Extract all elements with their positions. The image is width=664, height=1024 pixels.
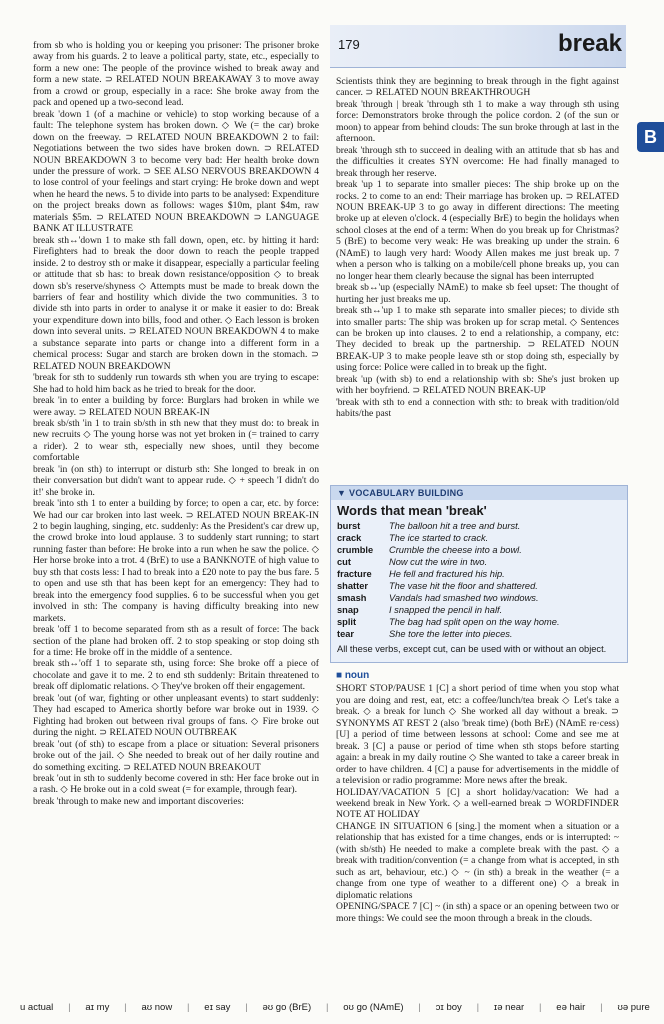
pron-key: ʊə pure [617,1002,650,1013]
noun-section [336,670,619,924]
entry-break-sth-off: break sth↔'off 1 to separate sth, using force: She broke off a piece of chocolate and gave it to me. 2 to end sth suddenly: Britain threatened to break off diplomatic relations. ◇ They've broken off their engagement. [33,658,319,693]
entry-break-up-with: break 'up (with sb) to end a relationship with sb: She's just broken up with her boyfriend. ⊃ RELATED NOUN BREAK-UP [336,373,619,397]
page-number: 179 [338,37,360,52]
entry-break-through: break 'through to make new and important discoveries: [33,795,244,807]
right-column [336,76,619,480]
vocab-box-note: All these verbs, except cut, can be used with or without an object. [337,644,607,654]
guide-word: break [557,30,622,57]
left-column [33,40,319,976]
pron-key: u actual [20,1002,54,1013]
pron-key: ɪə near [493,1002,525,1013]
vocab-box-title: Words that mean 'break' [337,503,487,518]
vocab-row: crumble Crumble the cheese into a bowl. [337,545,522,555]
entry-break-with: 'break with sth to end a connection with sth: to break with tradition/old habits/the past [336,396,619,420]
thumb-index-tab[interactable]: B [637,122,664,152]
entry-paragraph: from sb who is holding you or keeping you prisoner: The prisoner broke away from his guards. 2 to leave a political party, state, etc., especially to form a new one: The people of the province wished to break away and form a new state. ⊃ RELATED NOUN BREAKAWAY 3 to move away from a crowd or group, especially in a race: She broke away from the pack and opened up a two-second lead. [33,40,319,109]
entry-break-sb-in: break sb/sth 'in 1 to train sb/sth in sth new that they must do: to break in new recruits ◇ The young horse was not yet broken in (= trained to carry a rider). 2 to wear sth, especially new shoes, until they become comfortable [33,417,319,464]
pron-key: ɔɪ boy [435,1002,462,1013]
vocab-row: fracture He fell and fractured his hip. [337,569,505,579]
pron-key: aɪ my [85,1002,110,1013]
pron-key: aʊ now [141,1002,173,1013]
entry-break-out-of: break 'out (of sth) to escape from a place or situation: Several prisoners broke out of the jail. ◇ She needed to break out of her daily routine and do something exciting. ⊃ RELATED NOUN BREAKOUT [33,738,319,773]
entry-continuation: Scientists think they are beginning to break through in the fight against cancer. ⊃ RELATED NOUN BREAKTHROUGH [336,76,619,99]
entry-break-out-in: break 'out in sth to suddenly become covered in sth: Her face broke out in a rash. ◇ He broke out in a cold sweat (= for example, through fear). [33,773,319,796]
pron-key: əʊ go (BrE) [262,1002,312,1013]
vocab-box-label: ▼ VOCABULARY BUILDING [331,486,627,500]
entry-break-sb-up: break sb↔'up (especially NAmE) to make sb feel upset: The thought of hurting her just breaks me up. [336,282,619,305]
noun-sense: SHORT STOP/PAUSE 1 [C] a short period of time when you stop what you are doing and rest, eat, etc: a coffee/lunch/tea break ◇ Let's take a break. ◇ a break for lunch ◇ She worked all day without a break. ⊃ SYNONYMS AT REST 2 (also 'break time) (both BrE) (NAmE re·cess) [U] a period of time between lessons at school: Come and see me at break. 3 [C] a pause or period of time when sth stops before starting again: a break in my daily routine ◇ She wanted to take a career break in order to have children. 4 [C] a pause for advertisements in the middle of a television or radio programme: More news after the break. [336,683,619,787]
entry-break-sth-up: break sth↔'up 1 to make sth separate into smaller pieces; to divide sth into smaller parts: The ship was broken up for scrap metal. ◇ Sentences can be broken up into clauses. 2 to end a relationship, a company, etc: They decided to break up the partnership. ⊃ RELATED NOUN BREAK-UP 3 to make people leave sth or stop doing sth, especially by using force: Police were called in to break up the fight. [336,305,619,374]
entry-break-up: break 'up 1 to separate into smaller pieces: The ship broke up on the rocks. 2 to come to an end: Their marriage has broken up. ⊃ RELATED NOUN BREAK-UP 3 to go away in different directions: The meeting broke up at eleven o'clock. 4 (especially BrE) to begin the holidays when school closes at the end of a term: When do you break up for Christmas? 5 (BrE) to become very weak: He was breaking up under the strain. 6 (NAmE) to laugh very hard: Woody Allen makes me just break up. 7 when a person who is talking on a mobile/cell phone breaks up, you can no longer hear them clearly because the signal has been interrupted [336,179,619,282]
vocab-row: burst The balloon hit a tree and burst. [337,521,521,531]
vocab-row: tear She tore the letter into pieces. [337,629,513,639]
entry-break-down: break 'down 1 (of a machine or vehicle) to stop working because of a fault: The telephone system has broken down. ◇ We (= the car) broke down on the freeway. ⊃ RELATED NOUN BREAKDOWN 2 to fail: Negotiations between the two sides have broken down. ⊃ RELATED NOUN BREAKDOWN 3 to become very bad: Her health broke down under the pressure of work. ⊃ SEE ALSO NERVOUS BREAKDOWN 4 to lose control of your feelings and start crying: He broke down and wept when he heard the news. 5 to divide into parts to be analysed: Expenditure on the project breaks down as follows: wages $10m, plant $4m, raw materials $5m. ⊃ RELATED NOUN BREAKDOWN ⊃ LANGUAGE BANK AT ILLUSTRATE [33,108,319,235]
vocab-row: split The bag had split open on the way home. [337,617,560,627]
entry-break-in: break 'in to enter a building by force: Burglars had broken in while we were away. ⊃ RELATED NOUN BREAK-IN [33,395,319,418]
pron-key: eɪ say [204,1002,231,1013]
vocabulary-building-box [330,485,628,663]
pron-key: eə hair [556,1002,586,1013]
entry-break-through-attitude: break 'through sth to succeed in dealing with an attitude that sb has and the difficulties it creates SYN overcome: He had finally managed to break through her reserve. [336,144,619,179]
vocab-row: snap I snapped the pencil in half. [337,605,503,615]
vocab-row: crack The ice started to crack. [337,533,489,543]
entry-break-off: break 'off 1 to become separated from sth as a result of force: The back section of the plane had broken off. 2 to stop speaking or stop doing sth for a time: He broke off in the middle of a sentence. [33,624,319,659]
entry-break-in-on: break 'in (on sth) to interrupt or disturb sth: She longed to break in on their conversation but didn't want to appear rude. ◇ + speech 'I didn't do it!' she broke in. [33,463,319,498]
entry-break-into: break 'into sth 1 to enter a building by force; to open a car, etc. by force: We had our car broken into last week. ⊃ RELATED NOUN BREAK-IN 2 to begin laughing, singing, etc. suddenly: As the President's car drew up, the crowd broke into loud applause. 3 to suddenly start running; to start running faster than before: He broke into a run when he saw the police. ◇ Her horse broke into a trot. 4 (BrE) to use a BANKNOTE of high value to buy sth that costs less: I had to break into a £20 note to pay the bus fare. 5 to open and use sth that has been kept for an emergency: They had to break into the emergency food supplies. 6 to be successful when you get involved in sth: The company is having difficulty breaking into new markets. [33,498,319,624]
vocab-row: cut Now cut the wire in two. [337,557,488,567]
entry-break-out: break 'out (of war, fighting or other unpleasant events) to start suddenly: They had escaped to America shortly before war broke out in 1939. ◇ Fighting had broken out between rival groups of fans. ◇ Fire broke out during the night. ⊃ RELATED NOUN OUTBREAK [33,692,319,739]
entry-break-through-sth: break 'through | break 'through sth 1 to make a way through sth using force: Demonstrators broke through the police cordon. 2 (of the sun or moon) to appear from behind clouds: The sun broke through at last in the afternoon. [336,98,619,145]
vocab-row: smash Vandals had smashed two windows. [337,593,539,603]
noun-sense: OPENING/SPACE 7 [C] ~ (in sth) a space or an opening between two or more things: We could see the moon through a break in the clouds. [336,901,619,924]
noun-sense: CHANGE IN SITUATION 6 [sing.] the moment when a situation or a relationship that has existed for a time changes, ends or is interrupted: ~ (with sb/sth) He needed to make a complete break with the past. ◇ a break with tradition/convention (= a change from what is accepted, in sth such as art, behaviour, etc.) ◇ ~ (in sth) a break in the weather (= a change from one type of weather to a different one) ◇ a break in diplomatic relations [336,820,619,901]
entry-break-for: 'break for sth to suddenly run towards sth when you are trying to escape: She had to hold him back as he tried to break for the door. [33,372,319,395]
noun-sense: HOLIDAY/VACATION 5 [C] a short holiday/vacation: We had a weekend break in New York. ◇ a well-earned break ⊃ WORDFINDER NOTE AT HOLIDAY [336,786,619,821]
pronunciation-key-footer: u actual | aɪ my | aʊ now | eɪ say | əʊ go (BrE) | oʊ go (NAmE) | ɔɪ boy | ɪə near | eə hair | ʊə pure [20,1002,650,1013]
pron-key: oʊ go (NAmE) [343,1002,404,1013]
entry-break-sth-down: break sth↔'down 1 to make sth fall down, open, etc. by hitting it hard: Firefighters had to break the door down to reach the people trapped inside. 2 to destroy sth or make it disappear, especially a particular feeling or attitude that sb has: to break down resistance/opposition ◇ to break down sb's reserve/shyness ◇ Attempts must be made to break down the barriers of fear and hostility which divide the two communities. 3 to divide sth into parts in order to analyse it or make it easier to do: Break your expenditure down into bills, food and other. ◇ Each lesson is broken down into several units. ⊃ RELATED NOUN BREAKDOWN 4 to make a substance separate into parts or change into a different form in a chemical process: Sugar and starch are broken down in the stomach. ⊃ RELATED NOUN BREAKDOWN [33,234,319,372]
noun-section-label: ■ noun [336,670,370,681]
vocab-row: shatter The vase hit the floor and shattered. [337,581,538,591]
